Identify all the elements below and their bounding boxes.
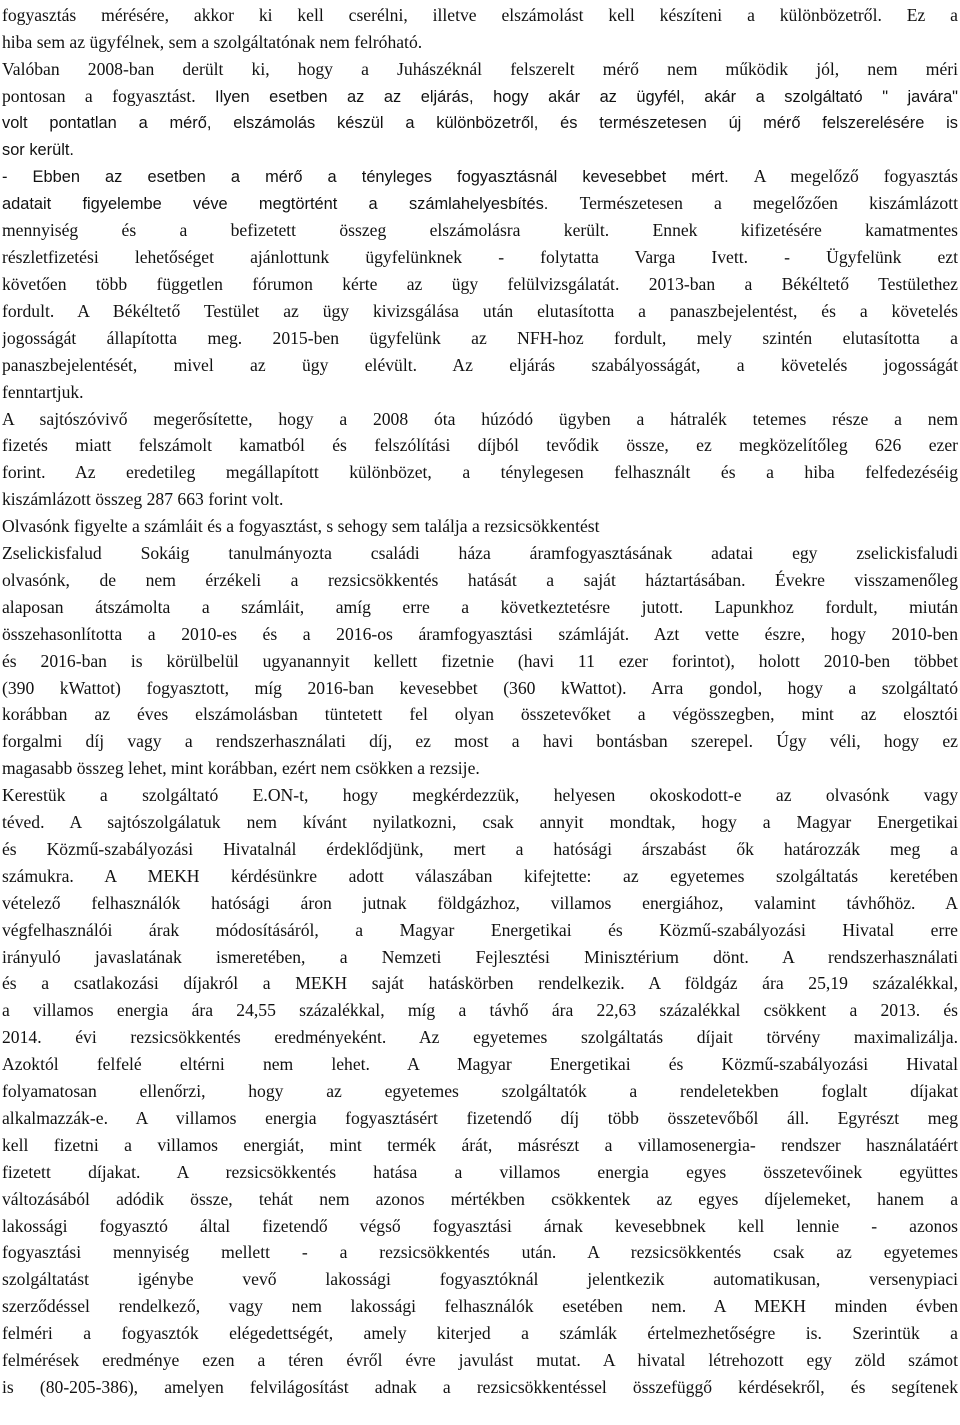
text-segment: Ilyen esetben az az eljárás, hogy akár az ügyfél, akár a szolgáltató " javára" <box>215 87 958 106</box>
text-segment: téved. A sajtószolgálatuk nem kívánt nyilatkozni, csak annyit mondtak, hogy a Magyar Energetikai <box>2 812 958 832</box>
text-segment: sor került. <box>2 140 74 159</box>
text-segment: (390 kWattot) fogyasztott, míg 2016-ban kevesebbet (360 kWattot). Arra gondol, hogy a szolgáltató <box>2 677 958 698</box>
text-line <box>2 863 958 889</box>
text-line <box>2 406 958 432</box>
text-segment: Kerestük a szolgáltató E.ON-t, hogy megkérdezzük, helyesen okoskodott-e az olvasónk vagy <box>2 785 958 806</box>
text-line <box>2 1078 958 1104</box>
text-segment: lakossági fogyasztó által fizetendő végső fogyasztási árnak kevesebbnek kell lennie - azonos <box>2 1215 958 1236</box>
text-segment: felméri a fogyasztók elégedettségét, amely kiterjed a számlák értelmezhetőségre is. Szerintük a <box>2 1323 958 1344</box>
text-line <box>2 944 958 970</box>
text-line <box>2 917 958 943</box>
text-line <box>2 1293 958 1319</box>
text-line <box>2 110 958 136</box>
text-segment: A megelőző fogyasztás <box>753 166 958 187</box>
text-segment: mennyiség és a befizetett összeg elszámolásra került. Ennek kifizetésére kamatmentes <box>2 220 958 241</box>
text-line <box>2 56 958 82</box>
text-segment: Természetesen a megelőzően kiszámlázott <box>579 193 958 214</box>
text-line <box>2 540 958 566</box>
text-line <box>2 836 958 862</box>
text-segment: pontosan a fogyasztást. <box>2 85 216 106</box>
text-line <box>2 1132 958 1158</box>
text-segment: Valóban 2008-ban derült ki, hogy a Juhászéknál felszerelt mérő nem működik jól, nem méri <box>2 58 958 79</box>
text-segment: adatait figyelembe véve megtörtént a számlahelyesbítés. <box>2 195 580 214</box>
text-line <box>2 83 958 109</box>
text-line <box>2 782 958 808</box>
text-segment: kiszámlázott összeg 287 663 forint volt. <box>2 489 284 510</box>
text-segment: olvasónk, de nem érzékeli a rezsicsökkentés hatását a saját háztartásában. Évekre visszamenőleg <box>2 569 958 590</box>
text-line <box>2 621 958 647</box>
text-line <box>2 1213 958 1239</box>
text-line <box>2 1159 958 1185</box>
text-line <box>2 1024 958 1050</box>
text-segment: irányuló javaslatának ismeretében, a Nemzeti Fejlesztési Minisztérium dönt. A rendszerhasználati <box>2 946 958 967</box>
text-line <box>2 997 958 1023</box>
text-segment: forint. Az eredetileg megállapított különbözet, a ténylegesen felhasznált és a hiba felfedezéséig <box>2 462 958 483</box>
text-segment: fogyasztás mérésére, akkor ki kell cserélni, illetve elszámolást kell készíteni a különbözetről. Ez a <box>2 5 958 25</box>
text-segment: forgalmi díj vagy a rendszerhasználati díj, ez most a havi bontásban szerepel. Úgy véli, hogy ez <box>2 731 958 752</box>
text-line <box>2 1239 958 1265</box>
text-line <box>2 379 958 405</box>
text-segment: jogosságát állapította meg. 2015-ben ügyfelünk az NFH-hoz fordult, mely szintén elutasította a <box>2 327 958 348</box>
text-segment: a villamos energia ára 24,55 százalékkal, míg a távhő ára 22,63 százalékkal csökkent a 2013. és <box>2 1000 958 1021</box>
text-segment: vételező felhasználók hatósági áron jutnak földgázhoz, villamos energiához, valamint távhőhöz. A <box>2 892 958 913</box>
text-line <box>2 459 958 485</box>
text-line <box>2 486 958 512</box>
text-segment: Azoktól felfelé eltérni nem lehet. A Magyar Energetikai és Közmű-szabályozási Hivatal <box>2 1054 958 1075</box>
text-segment: alkalmazzák-e. A villamos energia fogyasztásért fizetendő díj több összetevőből áll. Egyrészt meg <box>2 1107 958 1128</box>
text-segment: szerződéssel rendelkező, vagy nem lakossági felhasználók esetében nem. A MEKH minden évben <box>2 1296 958 1317</box>
text-line <box>2 1266 958 1292</box>
text-line <box>2 890 958 916</box>
text-line <box>2 675 958 701</box>
text-line <box>2 648 958 674</box>
text-segment: és a csatlakozási díjakról a MEKH saját hatáskörben rendelkezik. A földgáz ára 25,19 százalékkal, <box>2 973 958 994</box>
text-segment: változásából adódik össze, tehát nem azonos mértékben csökkentek az egyes díjelemeket, hanem a <box>2 1188 958 1209</box>
text-segment: részletfizetési lehetőséget ajánlottunk ügyfelünknek - folytatta Varga Ivett. - Ügyfelünk ezt <box>2 247 958 268</box>
text-segment: A sajtószóvivő megerősítette, hogy a 2008 óta húzódó ügyben a hátralék tetemes része a nem <box>2 408 958 429</box>
text-segment: kell fizetni a villamos energiát, mint termék árát, másrészt a villamosenergia- rendszer használatáért <box>2 1134 958 1155</box>
text-line <box>2 217 958 243</box>
text-segment: szolgáltatást igénybe vevő lakossági fogyasztóknál jelentkezik automatikusan, versenypiaci <box>2 1269 958 1290</box>
text-line <box>2 1320 958 1346</box>
text-segment: Olvasónk figyelte a számláit és a fogyasztást, s sehogy sem találja a rezsicsökkentést <box>2 516 600 537</box>
text-segment: és Közmű-szabályozási Hivatalnál érdeklődjünk, mert a hatósági árszabást ők határozzák meg a <box>2 838 958 859</box>
text-line <box>2 352 958 378</box>
text-line <box>2 701 958 727</box>
text-segment: végfelhasználói árak módosításáról, a Magyar Energetikai és Közmű-szabályozási Hivatal erre <box>2 919 958 940</box>
text-segment: korábban az éves elszámolásban tüntetett fel olyan összetevőket a végösszegben, mint az elosztói <box>2 704 958 725</box>
text-segment: is (80-205-386), amelyen felvilágosítást adnak a rezsicsökkentéssel összefüggő kérdésekről, és segítenek <box>2 1376 958 1397</box>
text-segment: hiba sem az ügyfélnek, sem a szolgáltatónak nem felróható. <box>2 31 423 52</box>
text-line <box>2 325 958 351</box>
text-segment: fogyasztási mennyiség mellett - a rezsicsökkentés után. A rezsicsökkentés csak az egyetemes <box>2 1242 958 1263</box>
text-line <box>2 1186 958 1212</box>
text-line <box>2 513 958 539</box>
text-line <box>2 298 958 324</box>
text-segment: panaszbejelentését, mivel az ügy elévült. Az eljárás szabályosságát, a követelés jogosságát <box>2 354 958 375</box>
text-segment: 2014. évi rezsicsökkentés eredményeként. Az egyetemes szolgáltatás díjait törvény maximalizálja. <box>2 1027 958 1048</box>
text-line <box>2 29 958 55</box>
text-line <box>2 1051 958 1077</box>
text-line <box>2 567 958 593</box>
text-line <box>2 1347 958 1373</box>
text-segment: követően több független fórumon kérte az ügy felülvizsgálatát. 2013-ban a Békéltető Testülethez <box>2 274 958 294</box>
text-line <box>2 244 958 270</box>
text-line <box>2 137 958 163</box>
text-segment: - Ebben az esetben a mérő a tényleges fogyasztásnál kevesebbet mért. <box>2 168 754 187</box>
text-line <box>2 190 958 216</box>
text-line <box>2 970 958 996</box>
text-segment: volt pontatlan a mérő, elszámolás készül a különbözetről, és természetesen új mérő felszerelésére is <box>2 113 958 132</box>
text-segment: magasabb összeg lehet, mint korábban, ezért nem csökken a rezsije. <box>2 758 480 779</box>
text-line <box>2 432 958 458</box>
text-segment: fenntartjuk. <box>2 381 84 402</box>
text-line <box>2 1374 958 1400</box>
text-line <box>2 809 958 835</box>
text-line <box>2 163 958 189</box>
text-segment: fordult. A Békéltető Testület az ügy kivizsgálása után elutasította a panaszbejelentést, és a követelés <box>2 300 958 321</box>
text-segment: Zselickisfalud Sokáig tanulmányozta családi háza áramfogyasztásának adatai egy zselickisfaludi <box>2 543 958 563</box>
text-segment: fizetett díjakat. A rezsicsökkentés hatása a villamos energia egyes összetevőinek együttes <box>2 1161 958 1182</box>
text-line <box>2 594 958 620</box>
text-segment: összehasonlította a 2010-es és a 2016-os áramfogyasztási számláját. Azt vette észre, hogy 2010-ben <box>2 623 958 644</box>
text-segment: felmérések eredménye ezen a téren évről évre javulást mutat. A hivatal létrehozott egy zöld számot <box>2 1350 958 1370</box>
text-line <box>2 728 958 754</box>
text-line <box>2 271 958 297</box>
text-line <box>2 2 958 28</box>
text-segment: és 2016-ban is körülbelül ugyanannyit kellett fizetnie (havi 11 ezer forintot), holott 2010-ben többet <box>2 650 958 671</box>
text-segment: folyamatosan ellenőrzi, hogy az egyetemes szolgáltatók a rendeletekben foglalt díjakat <box>2 1081 958 1101</box>
text-segment: számukra. A MEKH kérdésünkre adott válaszában kifejtette: az egyetemes szolgáltatás keretében <box>2 865 958 886</box>
text-segment: alaposan átszámolta a számláit, amíg erre a következtetésre jutott. Lapunkhoz fordult, miután <box>2 596 958 617</box>
text-line <box>2 755 958 781</box>
text-line <box>2 1105 958 1131</box>
text-segment: fizetés miatt felszámolt kamatból és felszólítási díjból tevődik össze, ez megközelítőleg 626 ezer <box>2 435 958 456</box>
